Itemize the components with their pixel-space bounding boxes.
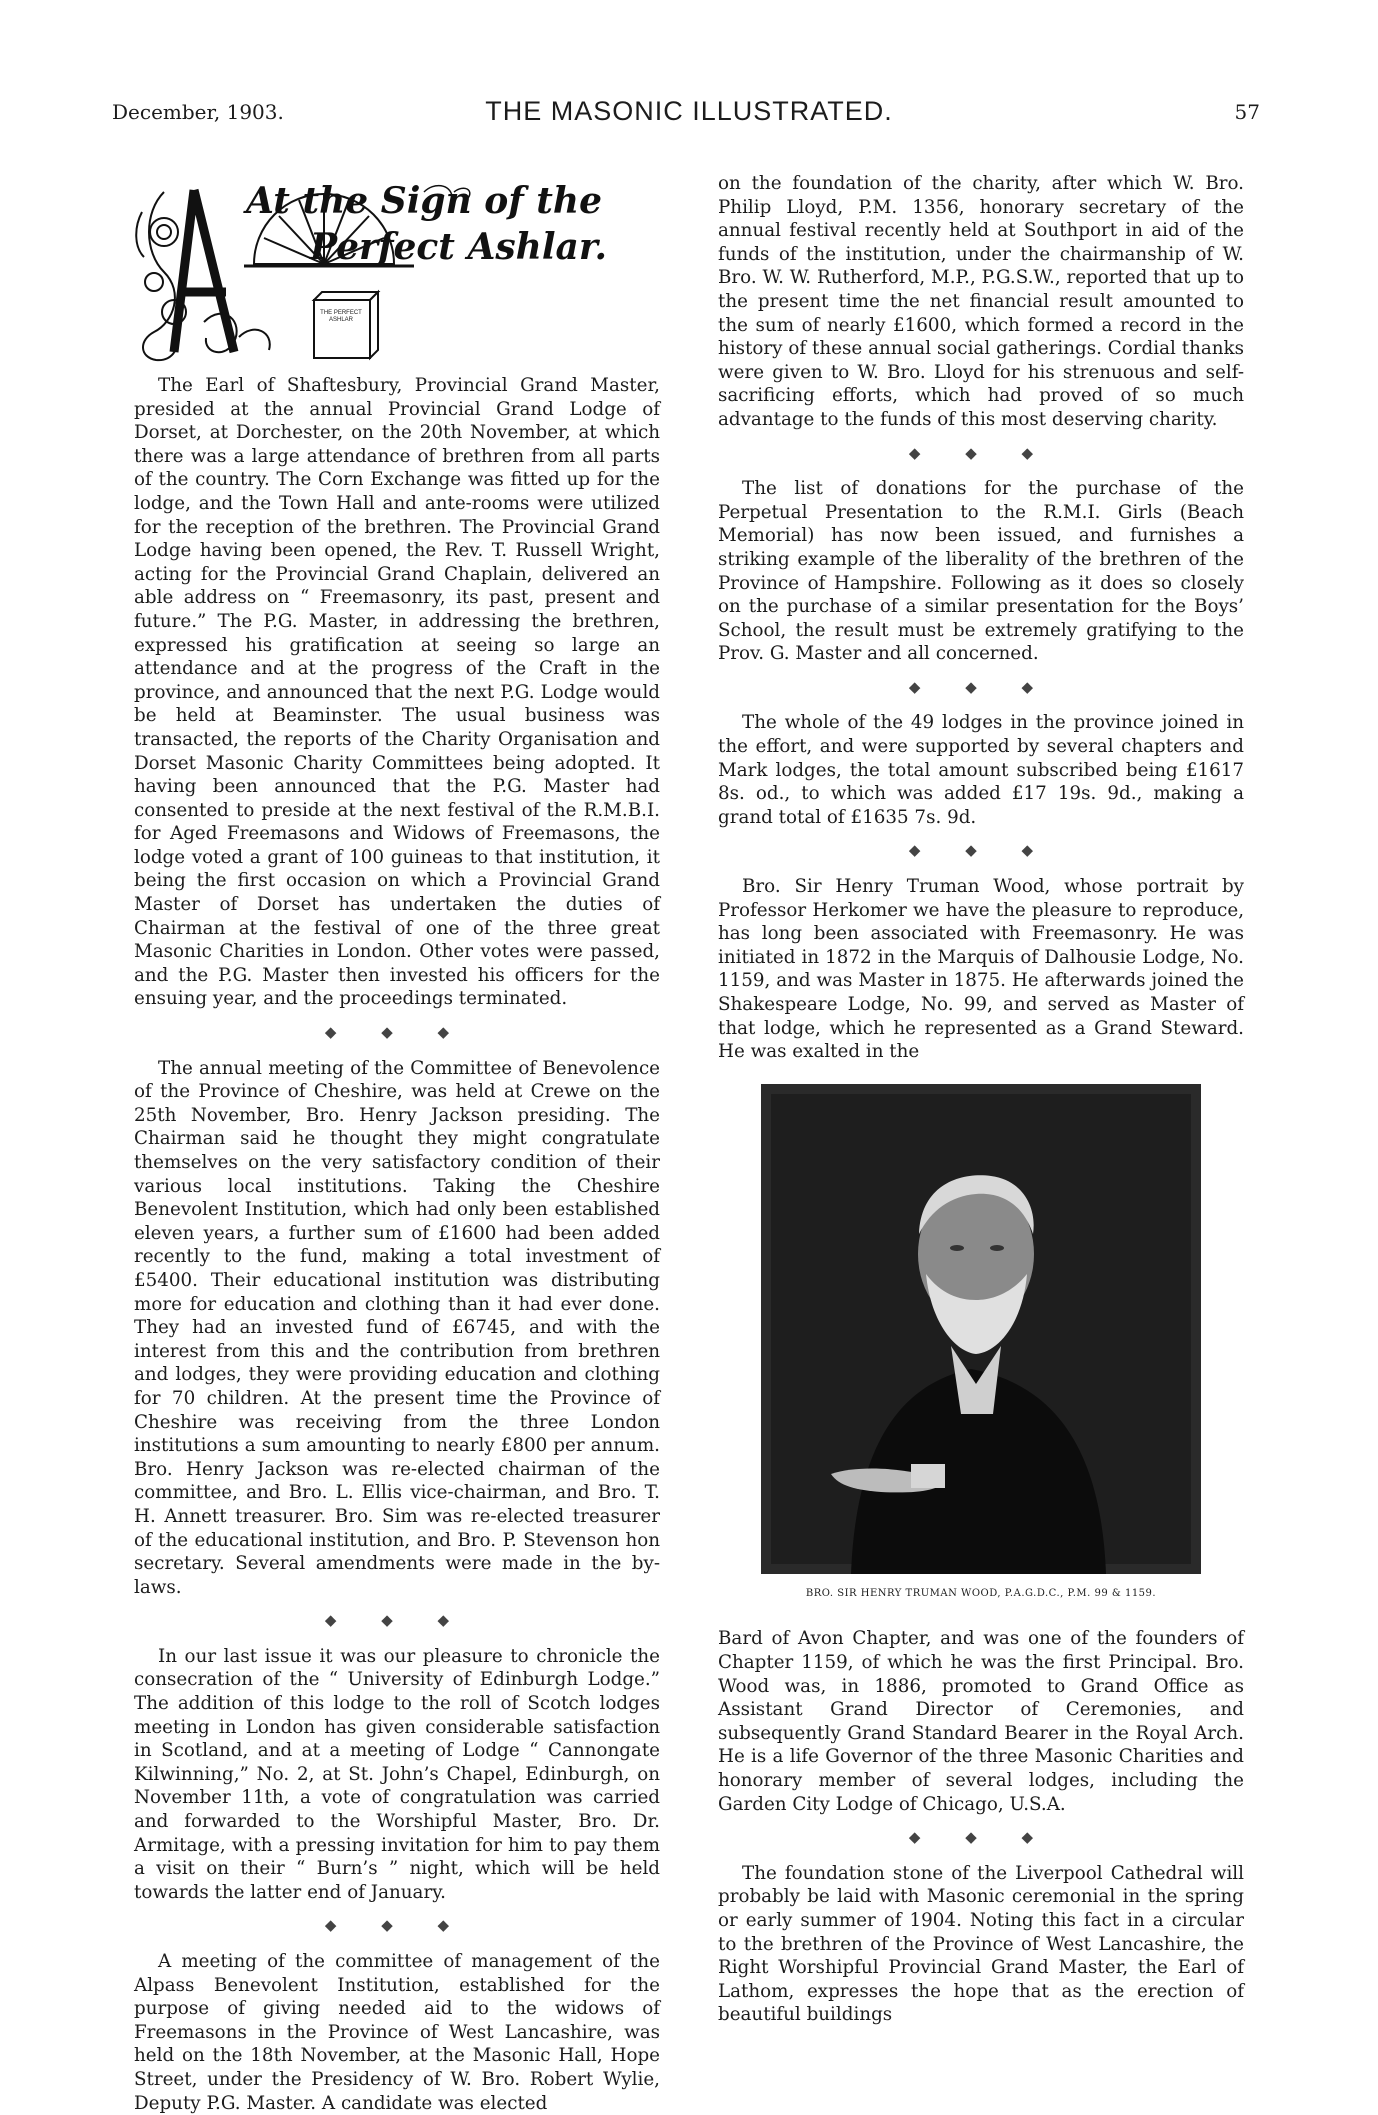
portrait-figure-icon: [761, 1084, 1201, 1574]
separator-ornament-icon: ◆ ◆ ◆: [908, 443, 1054, 462]
journal-title: THE MASONIC ILLUSTRATED.: [485, 96, 893, 126]
page-header: [0, 0, 1378, 150]
article-paragraph-wood-continued: Bard of Avon Chapter, and was one of the founders of Chapter 1159, of which he was the first Principal. Bro. Wood was, in 1886, promoted to Grand Office as Assistant Grand Director of Ceremonies, and subsequently Grand Standard Bearer in the Royal Arch. He is a life Governor of the three Masonic Charities and honorary member of several lodges, including the Garden City Lodge of Chicago, U.S.A.: [718, 1628, 1244, 1815]
separator-ornament-icon: ◆ ◆ ◆: [908, 841, 1054, 860]
separator-ornament-icon: ◆ ◆ ◆: [324, 1611, 470, 1630]
article-paragraph-lodges-total: The whole of the 49 lodges in the province joined in the effort, and were supported by several chapters and Mark lodges, the total amount subscribed being £1617 8s. od., to which was added £17 19s. 9d., making a grand total of £1635 7s. 9d.: [718, 712, 1244, 828]
article-paragraph-alpass: A meeting of the committee of management of the Alpass Benevolent Institution, established for the purpose of giving needed aid to the widows of Freemasons in the Province of West Lancashire, was held on the 18th November, at the Masonic Hall, Hope Street, under the Presidency of W. Bro. Robert Wylie, Deputy P.G. Master. A candidate was elected: [134, 1951, 660, 2114]
article-paragraph-liverpool: The foundation stone of the Liverpool Cathedral will probably be laid with Masonic ceremonial in the spring or early summer of 1904. Noting this fact in a circular to the brethren of the Province of West Lancashire, the Right Worshipful Provincial Grand Master, the Earl of Lathom, expresses the hope that as the erection of beautiful buildings: [718, 1862, 1244, 2026]
article-paragraph-alpass-continued: on the foundation of the charity, after which W. Bro. Philip Lloyd, P.M. 1356, honorary secretary of the annual festival recently held at Southport in aid of the funds of the institution, under the chairmanship of W. Bro. W. W. Rutherford, M.P., P.G.S.W., reported that up to the present time the net financial result amounted to the sum of nearly £1600, which formed a record in the history of these annual social gatherings. Cordial thanks were given to W. Bro. Lloyd for his strenuous and self-sacrificing efforts, which had proved of so much advantage to the funds of this most deserving charity.: [718, 173, 1244, 430]
banner-title: [246, 178, 607, 270]
page-number: 57: [1234, 100, 1260, 124]
article-paragraph-hampshire: The list of donations for the purchase of the Perpetual Presentation to the R.M.I. Girls (Beach Memorial) has now been issued, and furnishes a striking example of the liberality of the brethren of the Province of Hampshire. Following as it does so closely on the purchase of a similar presentation for the Boys’ School, the result must be extremely gratifying to the Prov. G. Master and all concerned.: [718, 478, 1244, 665]
section-banner: [134, 172, 660, 368]
separator-ornament-icon: ◆ ◆ ◆: [324, 1023, 470, 1042]
article-paragraph-wood: Bro. Sir Henry Truman Wood, whose portrait by Professor Herkomer we have the pleasure to reproduce, has long been associated with Freemasonry. He was initiated in 1872 in the Marquis of Dalhousie Lodge, No. 1159, and was Master in 1875. He afterwards joined the Shakespeare Lodge, No. 99, and served as Master of that lodge, which he represented as a Grand Steward. He was exalted in the: [718, 876, 1244, 1063]
left-column: [134, 172, 660, 2115]
right-column: [718, 172, 1244, 2027]
issue-date: December, 1903.: [112, 100, 284, 124]
portrait-photo: [761, 1084, 1201, 1574]
article-paragraph-dorset: The Earl of Shaftesbury, Provincial Grand Master, presided at the annual Provincial Grand Lodge of Dorset, at Dorchester, on the 20th November, at which there was a large attendance of brethren from all parts of the country. The Corn Exchange was fitted up for the lodge, and the Town Hall and ante-rooms were utilized for the reception of the brethren. The Provincial Grand Lodge having been opened, the Rev. T. Russell Wright, acting for the Provincial Grand Chaplain, delivered an able address on “ Freemasonry, its past, present and future.” The P.G. Master, in addressing the brethren, expressed his gratification at seeing so large an attendance and at the progress of the Craft in the province, and announced that the next P.G. Lodge would be held at Beaminster. The usual business was transacted, the reports of the Charity Organisation and Dorset Masonic Charity Committees being adopted. It having been announced that the P.G. Master had consented to preside at the next festival of the R.M.B.I. for Aged Freemasons and Widows of Freemasons, the lodge voted a grant of 100 guineas to that institution, it being the first occasion on which a Provincial Grand Master of Dorset has undertaken the duties of Chairman at the festival of one of the three great Masonic Charities in London. Other votes were passed, and the P.G. Master then invested his officers for the ensuing year, and the proceedings terminated.: [134, 375, 660, 1010]
separator-ornament-icon: ◆ ◆ ◆: [324, 1916, 470, 1935]
separator-ornament-icon: ◆ ◆ ◆: [908, 677, 1054, 696]
article-paragraph-cheshire: The annual meeting of the Committee of Benevolence of the Province of Cheshire, was held at Crewe on the 25th November, Bro. Henry Jackson presiding. The Chairman said he thought they might congratulate themselves on the very satisfactory condition of their various local institutions. Taking the Cheshire Benevolent Institution, which had only been established eleven years, a further sum of £1600 had been added recently to the fund, making a total investment of £5400. Their educational institution was distributing more for education and clothing than it had ever done. They had an invested fund of £6745, and with the interest from this and the contribution from brethren and lodges, they were providing education and clothing for 70 children. At the present time the Province of Cheshire was receiving from the three London institutions a sum amounting to nearly £800 per annum. Bro. Henry Jackson was re-elected chairman of the committee, and Bro. L. Ellis vice-chairman, and Bro. T. H. Annett treasurer. Bro. Sim was re-elected treasurer of the educational institution, and Bro. P. Stevenson hon secretary. Several amendments were made in the by-laws.: [134, 1057, 660, 1598]
portrait-caption: BRO. SIR HENRY TRUMAN WOOD, P.A.G.D.C., P.M. 99 & 1159.: [805, 1587, 1157, 1599]
ashlar-label: THE PERFECT ASHLAR: [320, 310, 362, 323]
article-paragraph-edinburgh: In our last issue it was our pleasure to chronicle the consecration of the “ University of Edinburgh Lodge.” The addition of this lodge to the roll of Scotch lodges meeting in London has given considerable satisfaction in Scotland, and at a meeting of Lodge “ Cannongate Kilwinning,” No. 2, at St. John’s Chapel, Edinburgh, on November 11th, a vote of congratulation was carried and forwarded to the Worshipful Master, Bro. Dr. Armitage, with a pressing invitation for him to pay them a visit on their “ Burn’s ” night, which will be held towards the latter end of January.: [134, 1645, 660, 1903]
separator-ornament-icon: ◆ ◆ ◆: [908, 1828, 1054, 1847]
banner-title-line2: Perfect Ashlar.: [310, 226, 608, 268]
banner-title-line1: At the Sign of the: [246, 180, 602, 222]
